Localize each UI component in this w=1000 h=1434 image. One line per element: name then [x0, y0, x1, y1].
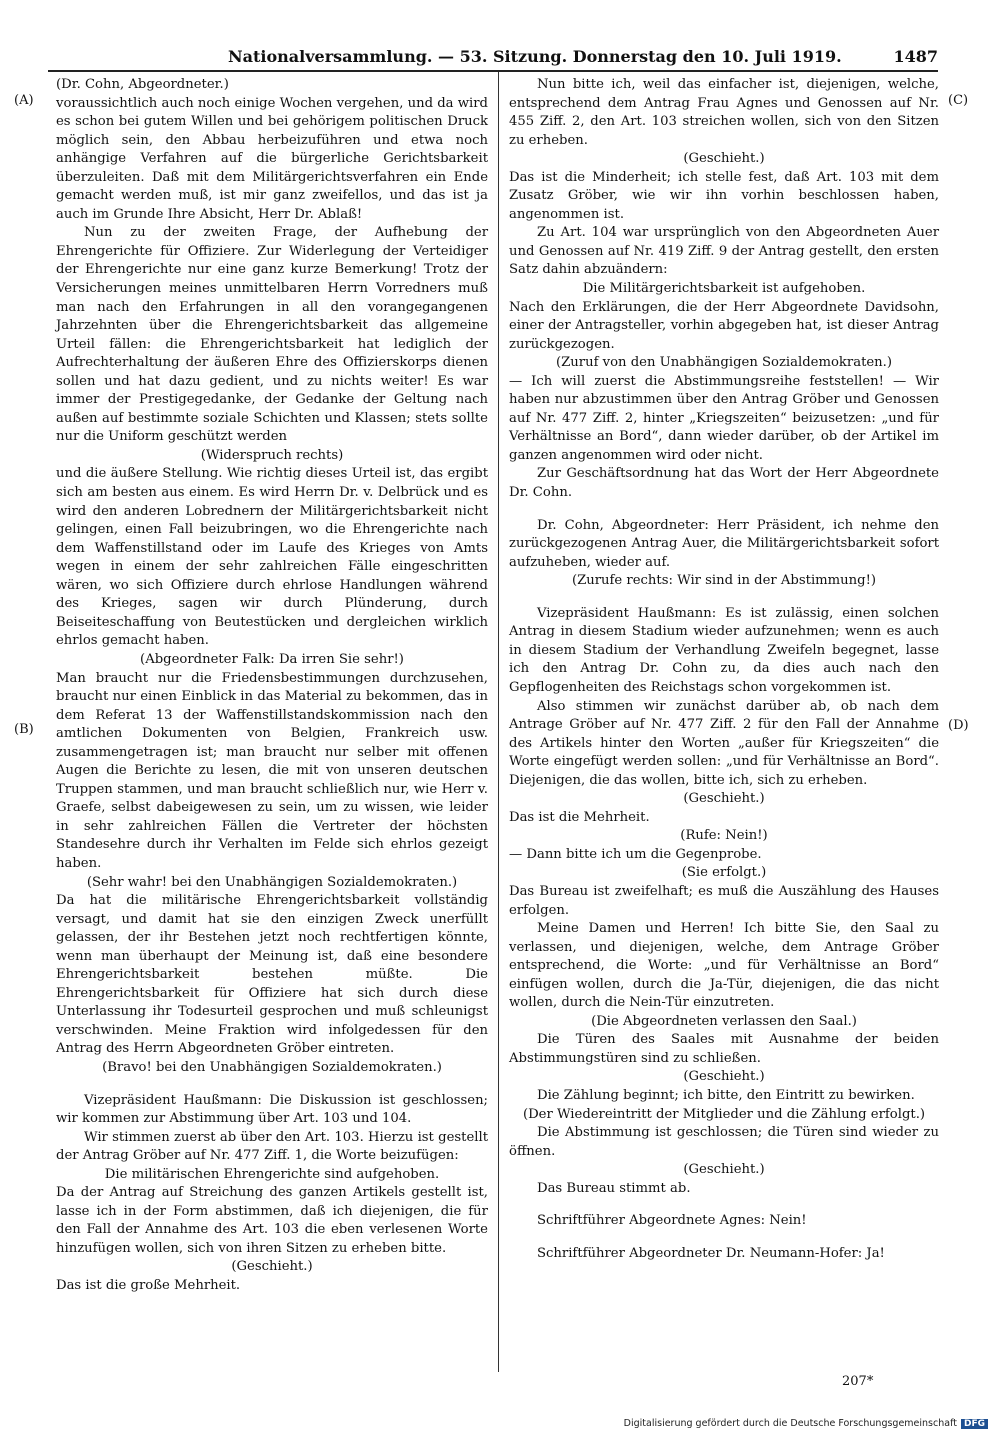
column-divider	[498, 72, 499, 1372]
right-paragraph: (Zuruf von den Unabhängigen Sozialdemokraten.)	[555, 355, 893, 371]
right-paragraph: Zur Geschäftsordnung hat das Wort der Herr Abgeordnete Dr. Cohn.	[509, 466, 939, 501]
right-paragraph: Die Zählung beginnt; ich bitte, den Eintritt zu bewirken.	[537, 1087, 915, 1103]
margin-marker-c: (C)	[948, 93, 969, 108]
right-column	[509, 76, 939, 1366]
page-number: 1487	[893, 47, 938, 66]
left-paragraph: (Widerspruch rechts)	[200, 447, 344, 463]
left-paragraph: (Sehr wahr! bei den Unabhängigen Sozialdemokraten.)	[86, 874, 458, 890]
right-paragraph: (Die Abgeordneten verlassen den Saal.)	[591, 1013, 857, 1029]
left-paragraph: Die militärischen Ehrengerichte sind aufgehoben.	[104, 1166, 440, 1182]
right-paragraph: Das Bureau ist zweifelhaft; es muß die Auszählung des Hauses erfolgen.	[509, 883, 939, 918]
header-rule	[48, 70, 938, 72]
right-paragraph: (Sie erfolgt.)	[681, 865, 767, 881]
left-paragraph: Da der Antrag auf Streichung des ganzen Artikels gestellt ist, lasse ich in der Form abstimmen, daß ich diejenigen, die für den Fall der Annahme des Art. 103 die eben verlesenen Worte hinzufügen wollen, sich von ihren Sitzen zu erheben bitte.	[56, 1185, 488, 1256]
left-paragraph: Das ist die große Mehrheit.	[56, 1278, 241, 1293]
right-paragraph: — Ich will zuerst die Abstimmungsreihe feststellen! — Wir haben nur abzustimmen über den Antrag Gröber und Genossen auf Nr. 477 Ziff. 2, hinter „Kriegszeiten“ beizusetzen: „und für Verhältnisse an Bord“, dann wieder darüber, ob der Artikel im ganzen angenommen wird oder nicht.	[509, 373, 939, 463]
right-paragraph: — Dann bitte ich um die Gegenprobe.	[509, 846, 762, 862]
margin-marker-b: (B)	[14, 722, 34, 737]
left-paragraph: Wir stimmen zuerst ab über den Art. 103. Hierzu ist gestellt der Antrag Gröber auf Nr. 477 Ziff. 1, die Worte beizufügen:	[56, 1129, 488, 1164]
right-paragraph: (Rufe: Nein!)	[680, 828, 768, 844]
right-paragraph: Die Abstimmung ist geschlossen; die Türen sind wieder zu öffnen.	[509, 1125, 939, 1159]
right-paragraph: Schriftführer Abgeordneter Dr. Neumann-Hofer: Ja!	[537, 1245, 885, 1261]
credit-text: Digitalisierung gefördert durch die Deutsche Forschungsgemeinschaft	[623, 1418, 957, 1429]
left-paragraph: Nun zu der zweiten Frage, der Aufhebung der Ehrengerichte für Offiziere. Zur Widerlegung der Verteidiger der Ehrengerichte nur eine ganz kurze Bemerkung! Trotz der Versicherungen meines unmittelbaren Herrn Vorredners muß man nach den Erfahrungen in all den vorangegangenen Jahrzehnten über die Ehrengerichtsbarkeit das allgemeine Urteil fällen: die Ehrengerichtsbarkeit hat lediglich der Aufrechterhaltung der äußeren Ehre des Offizierskorps dienen sollen und hat dazu gedient, und zu nichts weiter! Es war immer der Prestigegedanke, der Gedanke der Geltung nach außen auf bestimmte soziale Schichten und Klassen; stets sollte nur die Uniform geschützt werden	[56, 225, 488, 445]
digitization-credit	[624, 1418, 988, 1429]
right-paragraph: Schriftführer Abgeordnete Agnes: Nein!	[537, 1213, 807, 1229]
dfg-logo: DFG	[961, 1419, 988, 1429]
left-paragraph: (Geschieht.)	[231, 1259, 313, 1275]
right-paragraph: (Geschieht.)	[683, 1162, 765, 1178]
page-title: Nationalversammlung. — 53. Sitzung. Donnerstag den 10. Juli 1919.	[228, 47, 842, 66]
left-paragraph: Vizepräsident Haußmann: Die Diskussion ist geschlossen; wir kommen zur Abstimmung über Art. 103 und 104.	[56, 1092, 488, 1127]
right-paragraph: (Geschieht.)	[683, 151, 765, 167]
margin-marker-d: (D)	[948, 718, 969, 733]
left-paragraph: Da hat die militärische Ehrengerichtsbarkeit vollständig versagt, und damit hat sie den einzigen Zweck unerfüllt gelassen, der ihr Bestehen jetzt noch rechtfertigen könnte, wenn man überhaupt der Meinung ist, daß eine besondere Ehrengerichtsbarkeit bestehen müßte. Die Ehrengerichtsbarkeit für Offiziere hat sich durch diese Unterlassung ihr Todesurteil gesprochen und muß schleunigst verschwinden. Meine Fraktion wird infolgedessen für den Antrag des Herrn Abgeordneten Gröber eintreten.	[56, 893, 488, 1057]
right-paragraph: Also stimmen wir zunächst darüber ab, ob nach dem Antrage Gröber auf Nr. 477 Ziff. 2 für den Fall der Annahme des Artikels hinter den Worten „außer für Kriegszeiten“ die Worte eingefügt werden sollen: „und für Verhältnisse an Bord“. Diejenigen, die das wollen, bitte ich, sich zu erheben.	[509, 698, 939, 788]
right-paragraph: Zu Art. 104 war ursprünglich von den Abgeordneten Auer und Genossen auf Nr. 419 Ziff. 9 der Antrag gestellt, den ersten Satz dahin abzuändern:	[509, 225, 939, 278]
left-paragraph: und die äußere Stellung. Wie richtig dieses Urteil ist, das ergibt sich am besten aus einem. Es wird Herrn Dr. v. Delbrück und es wird den anderen Lobrednern der Militärgerichtsbarkeit nicht gelingen, einen Fall beizubringen, wo die Ehrengerichte nach dem Waffenstillstand oder im Laufe des Krieges von Amts wegen in einem der sehr zahlreichen Fälle eingeschritten wären, wo sich Offiziere durch ehrlose Handlungen während des Krieges, sagen wir durch Plünderung, durch Beiseiteschaffung von Beutestücken und dergleichen wirklich ehrlos gemacht haben.	[56, 466, 488, 649]
left-paragraph: (Bravo! bei den Unabhängigen Sozialdemokraten.)	[102, 1059, 442, 1075]
right-paragraph: (Der Wiedereintritt der Mitglieder und die Zählung erfolgt.)	[522, 1106, 926, 1122]
page-header	[48, 47, 938, 69]
right-paragraph: Vizepräsident Haußmann: Es ist zulässig, einen solchen Antrag in diesem Stadium wieder aufzunehmen; wenn es auch in diesem Stadium der Verhandlung Zweifeln begegnet, lasse ich den Antrag Dr. Cohn zu, da dies auch nach den Gepflogenheiten des Reichstags schon vorgekommen ist.	[509, 605, 939, 695]
right-paragraph: Dr. Cohn, Abgeordneter: Herr Präsident, ich nehme den zurückgezogenen Antrag Auer, die Militärgerichtsbarkeit sofort aufzuheben, wieder auf.	[509, 517, 939, 570]
left-paragraph: (Dr. Cohn, Abgeordneter.)	[56, 77, 229, 92]
right-paragraph: (Zurufe rechts: Wir sind in der Abstimmung!)	[571, 573, 877, 589]
signature-mark: 207*	[842, 1374, 874, 1389]
right-paragraph: Die Militärgerichtsbarkeit ist aufgehoben.	[582, 281, 866, 297]
left-paragraph: Man braucht nur die Friedensbestimmungen durchzusehen, braucht nur einen Einblick in das Material zu bekommen, das in dem Referat 13 der Waffenstillstandskommission nach den amtlichen Dokumenten von Belgien, Frankreich usw. zusammengetragen ist; man braucht nur selber mit offenen Augen die Berichte zu lesen, die mit von unseren deutschen Truppen stammen, und man braucht schließlich nur, wie Herr v. Graefe, selbst dabeigewesen zu sein, um zu wissen, wie leider in sehr zahlreichen Fällen die Vertreter der höchsten Standesehre durch ihr Verhalten im Felde sich ehrlos gezeigt haben.	[56, 670, 488, 871]
right-paragraph: Meine Damen und Herren! Ich bitte Sie, den Saal zu verlassen, und diejenigen, welche, dem Antrage Gröber entsprechend, die Worte: „und für Verhältnisse an Bord“ einfügen wollen, durch die Ja-Tür, diejenigen, die das nicht wollen, durch die Nein-Tür einzutreten.	[509, 921, 939, 1011]
right-paragraph: Nach den Erklärungen, die der Herr Abgeordnete Davidsohn, einer der Antragsteller, vorhin abgegeben hat, ist dieser Antrag zurückgezogen.	[509, 299, 939, 352]
right-paragraph: (Geschieht.)	[683, 791, 765, 807]
right-paragraph: Nun bitte ich, weil das einfacher ist, diejenigen, welche, entsprechend dem Antrag Frau Agnes und Genossen auf Nr. 455 Ziff. 2, den Art. 103 streichen wollen, sich von den Sitzen zu erheben.	[509, 77, 939, 148]
right-paragraph: Das Bureau stimmt ab.	[537, 1180, 691, 1196]
left-paragraph: voraussichtlich auch noch einige Wochen vergehen, und da wird es schon bei gutem Willen und bei gehörigem politischen Druck möglich sein, den Abbau herbeizuführen und etwa noch anhängige Verfahren auf die bürgerliche Gerichtsbarkeit überzuleiten. Daß mit dem Militärgerichtsverfahren ein Ende gemacht werden muß, ist mir ganz zweifellos, und das ist ja auch im Grunde Ihre Absicht, Herr Dr. Ablaß!	[56, 95, 488, 222]
margin-marker-a: (A)	[14, 93, 34, 108]
right-paragraph: Die Türen des Saales mit Ausnahme der beiden Abstimmungstüren sind zu schließen.	[509, 1032, 939, 1066]
right-paragraph: Das ist die Minderheit; ich stelle fest, daß Art. 103 mit dem Zusatz Gröber, wie wir ihn vorhin beschlossen haben, angenommen ist.	[509, 169, 939, 222]
right-paragraph: Das ist die Mehrheit.	[509, 809, 650, 825]
right-paragraph: (Geschieht.)	[683, 1069, 765, 1085]
left-column	[56, 76, 488, 1366]
left-paragraph: (Abgeordneter Falk: Da irren Sie sehr!)	[140, 651, 404, 667]
